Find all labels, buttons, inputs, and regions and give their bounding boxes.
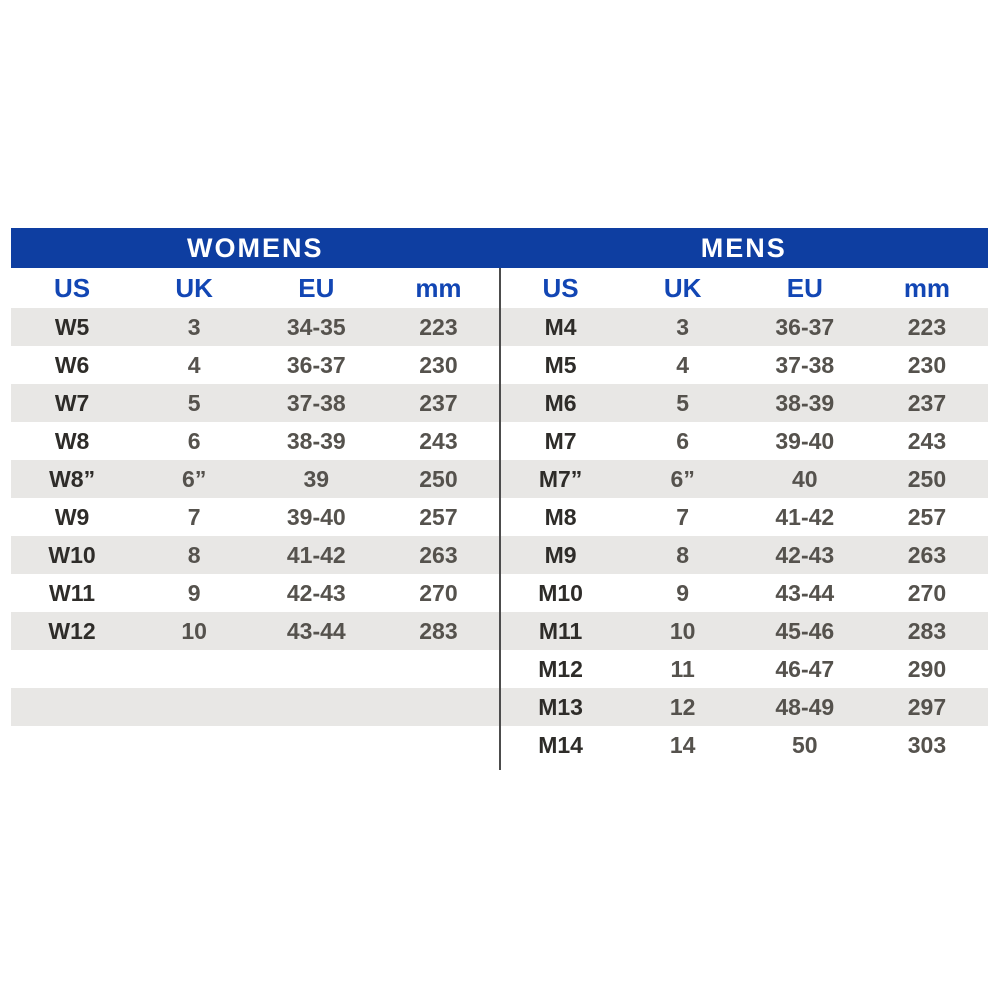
mens-section-title: MENS [700, 232, 787, 263]
column-header-us: US [54, 272, 91, 303]
cell-uk: 4 [676, 351, 690, 378]
cell-eu: 34-35 [286, 313, 346, 340]
cell-mm: 263 [907, 541, 947, 568]
cell-uk: 6” [670, 465, 695, 492]
cell-eu: 43-44 [775, 579, 835, 606]
column-header-row [500, 268, 989, 308]
cell-us: W5 [54, 313, 90, 340]
column-header-row [11, 268, 500, 308]
cell-eu: 42-43 [775, 541, 835, 568]
cell-uk: 9 [676, 579, 690, 606]
cell-us: M11 [538, 617, 583, 644]
cell-mm: 250 [907, 465, 947, 492]
cell-mm: 283 [907, 617, 947, 644]
table-row [11, 726, 500, 764]
cell-uk: 5 [676, 389, 690, 416]
cell-mm: 297 [907, 693, 947, 720]
cell-us: M12 [538, 655, 583, 682]
cell-eu: 46-47 [775, 655, 835, 682]
table-row [500, 574, 989, 612]
cell-mm: 303 [907, 731, 947, 758]
cell-mm [377, 726, 499, 764]
cell-eu: 40 [792, 465, 818, 492]
table-row [11, 460, 500, 498]
cell-uk: 8 [676, 541, 690, 568]
cell-mm: 257 [907, 503, 947, 530]
cell-uk [133, 726, 255, 764]
cell-mm: 223 [907, 313, 947, 340]
cell-mm: 223 [419, 313, 458, 340]
cell-eu: 45-46 [775, 617, 835, 644]
cell-eu: 37-38 [775, 351, 835, 378]
column-header-mm: mm [903, 272, 951, 303]
cell-mm: 230 [419, 351, 458, 378]
cell-eu: 38-39 [775, 389, 835, 416]
chart-body [11, 228, 988, 764]
cell-eu: 39 [303, 465, 330, 492]
cell-us: M5 [544, 351, 577, 378]
table-row [500, 650, 989, 688]
column-header-uk: UK [663, 272, 702, 303]
cell-mm: 290 [907, 655, 947, 682]
cell-mm: 257 [419, 503, 458, 530]
column-header-eu: EU [786, 272, 823, 303]
table-row [11, 574, 500, 612]
cell-mm: 263 [419, 541, 458, 568]
womens-section-title: WOMENS [187, 232, 324, 263]
cell-uk: 6 [676, 427, 690, 454]
table-row [11, 688, 500, 726]
cell-uk: 4 [187, 351, 201, 378]
cell-us: W11 [49, 579, 96, 606]
cell-us: W10 [48, 541, 96, 568]
cell-us: M7” [538, 465, 583, 492]
table-row [500, 384, 989, 422]
table-row [500, 536, 989, 574]
table-row [500, 422, 989, 460]
cell-eu [255, 650, 377, 688]
cell-uk [133, 688, 255, 726]
cell-uk [133, 650, 255, 688]
cell-us: W9 [54, 503, 90, 530]
cell-us: M7 [544, 427, 577, 454]
cell-mm: 270 [419, 579, 458, 606]
cell-eu: 43-44 [286, 617, 346, 644]
cell-eu: 48-49 [775, 693, 835, 720]
cell-us [11, 650, 133, 688]
cell-uk: 12 [669, 693, 696, 720]
table-row [11, 498, 500, 536]
cell-us: W12 [48, 617, 96, 644]
cell-uk: 3 [187, 313, 201, 340]
column-header-us: US [542, 272, 579, 303]
section-divider-line [499, 268, 501, 770]
cell-mm [377, 688, 499, 726]
cell-uk: 6” [182, 465, 207, 492]
cell-uk: 8 [187, 541, 201, 568]
table-row [11, 422, 500, 460]
cell-us: M6 [544, 389, 577, 416]
cell-mm: 243 [907, 427, 947, 454]
column-header-uk: UK [175, 272, 213, 303]
cell-eu: 42-43 [286, 579, 346, 606]
cell-eu: 39-40 [286, 503, 346, 530]
cell-mm: 230 [907, 351, 947, 378]
cell-uk: 3 [676, 313, 690, 340]
table-row [11, 346, 500, 384]
cell-us: W6 [54, 351, 90, 378]
cell-uk: 10 [669, 617, 696, 644]
cell-eu: 41-42 [286, 541, 346, 568]
table-row [500, 346, 989, 384]
table-row [500, 688, 989, 726]
cell-us: M14 [538, 731, 583, 758]
cell-us [11, 688, 133, 726]
cell-mm: 250 [419, 465, 458, 492]
cell-uk: 9 [187, 579, 201, 606]
cell-us: W7 [54, 389, 90, 416]
table-row [500, 726, 989, 764]
cell-uk: 10 [181, 617, 207, 644]
section-title-bar [11, 228, 988, 268]
cell-mm [377, 650, 499, 688]
cell-uk: 6 [187, 427, 201, 454]
cell-us: W8 [54, 427, 90, 454]
cell-uk: 5 [187, 389, 201, 416]
mens-size-table [500, 268, 989, 764]
cell-eu: 41-42 [775, 503, 835, 530]
cell-mm: 237 [419, 389, 458, 416]
cell-us: M10 [538, 579, 583, 606]
cell-mm: 243 [419, 427, 458, 454]
cell-eu: 50 [792, 731, 818, 758]
table-row [500, 612, 989, 650]
table-row [500, 498, 989, 536]
cell-us: M9 [544, 541, 577, 568]
cell-mm: 237 [907, 389, 947, 416]
cell-us: M13 [538, 693, 583, 720]
table-row [11, 612, 500, 650]
womens-size-table [11, 268, 500, 764]
cell-eu [255, 688, 377, 726]
cell-mm: 283 [419, 617, 458, 644]
cell-eu: 36-37 [286, 351, 346, 378]
cell-uk: 11 [670, 655, 695, 682]
cell-us: W8” [49, 465, 96, 492]
table-row [11, 536, 500, 574]
column-header-mm: mm [415, 272, 462, 303]
table-row [11, 384, 500, 422]
table-row [500, 308, 989, 346]
cell-uk: 7 [187, 503, 201, 530]
cell-us [11, 726, 133, 764]
cell-eu: 39-40 [775, 427, 835, 454]
cell-mm: 270 [907, 579, 947, 606]
cell-uk: 7 [676, 503, 690, 530]
column-header-eu: EU [298, 272, 335, 303]
cell-uk: 14 [669, 731, 696, 758]
cell-us: M4 [544, 313, 577, 340]
cell-eu [255, 726, 377, 764]
cell-eu: 37-38 [286, 389, 346, 416]
table-row [11, 650, 500, 688]
cell-eu: 38-39 [286, 427, 346, 454]
cell-eu: 36-37 [775, 313, 835, 340]
table-row [500, 460, 989, 498]
table-row [11, 308, 500, 346]
cell-us: M8 [544, 503, 577, 530]
